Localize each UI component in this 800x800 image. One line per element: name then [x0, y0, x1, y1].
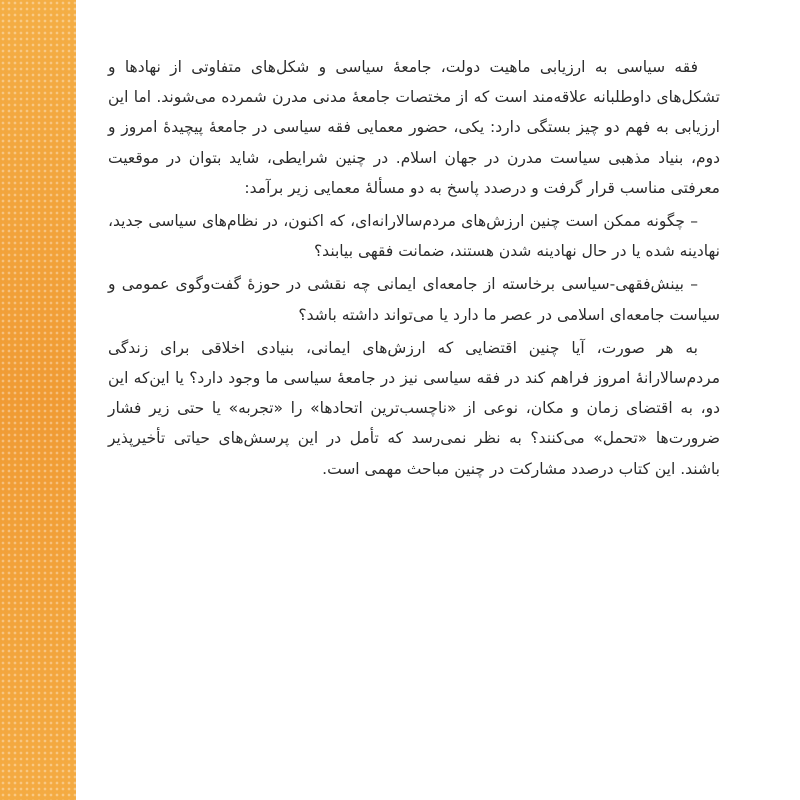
paragraph-question-2: – بینش‌فقهی-سیاسی برخاسته از جامعه‌ای ایمانی چه نقشی در حوزهٔ گفت‌وگوی عمومی و سیاست جامعه‌ای اسلامی در عصر ما دارد یا می‌تواند داشته باشد؟ — [108, 275, 720, 324]
paragraph-question-1: – چگونه ممکن است چنین ارزش‌های مردم‌سالارانه‌ای، که اکنون، در نظام‌های سیاسی جدید، نهادینه شده یا در حال نهادینه شدن هستند، ضمانت فقهی بیابند؟ — [108, 212, 720, 261]
blurb-text-block — [108, 52, 720, 484]
orange-spine-band — [0, 0, 76, 800]
paragraph-intro: فقه سیاسی به ارزیابی ماهیت دولت، جامعهٔ سیاسی و شکل‌های متفاوتی از نهادها و تشکل‌های داوطلبانه علاقه‌مند است که از مختصات جامعهٔ مدنی مدرن شمرده می‌شوند. اما این ارزیابی به فهم دو چیز بستگی دارد: یکی، حضور معمایی فقه سیاسی در جامعهٔ پیچیدهٔ امروز و دوم، بنیاد مذهبی سیاست مدرن در جهان اسلام. در چنین شرایطی، شاید بتوان در موقعیت معرفتی مناسب قرار گرفت و درصدد پاسخ به دو مسألهٔ معمایی زیر برآمد: — [108, 58, 720, 197]
paragraph-conclusion: به هر صورت، آیا چنین اقتضایی که ارزش‌های ایمانی، بنیادی اخلاقی برای زندگی مردم‌سالارانهٔ امروز فراهم کند در فقه سیاسی نیز در جامعهٔ سیاسی ما وجود دارد؟ یا این‌که این دو، به اقتضای زمان و مکان، نوعی از «ناچسب‌ترین اتحادها» را «تجربه» یا حتی زیر فشار ضرورت‌ها «تحمل» می‌کنند؟ به نظر نمی‌رسد که تأمل در این پرسش‌های حیاتی تأخیرپذیر باشند. این کتاب درصدد مشارکت در چنین مباحث مهمی است. — [108, 338, 720, 478]
